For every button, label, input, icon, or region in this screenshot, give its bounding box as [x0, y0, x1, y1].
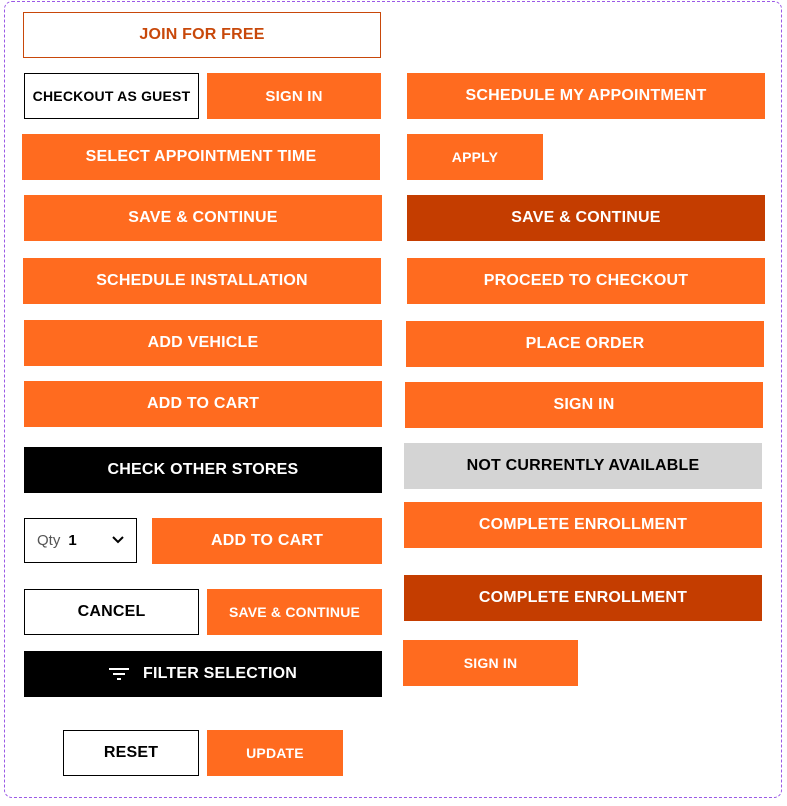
add-to-cart-qty-button[interactable]: ADD TO CART: [152, 518, 382, 564]
schedule-my-appointment-button[interactable]: SCHEDULE MY APPOINTMENT: [407, 73, 765, 119]
join-for-free-button[interactable]: JOIN FOR FREE: [23, 12, 381, 58]
proceed-to-checkout-button[interactable]: PROCEED TO CHECKOUT: [407, 258, 765, 304]
apply-button[interactable]: APPLY: [407, 134, 543, 180]
filter-selection-button[interactable]: [24, 651, 382, 697]
sign-in-small-button[interactable]: SIGN IN: [403, 640, 578, 686]
check-other-stores-button[interactable]: CHECK OTHER STORES: [24, 447, 382, 493]
qty-label: Qty: [37, 532, 61, 549]
save-continue-dark-button[interactable]: SAVE & CONTINUE: [407, 195, 765, 241]
save-continue-button[interactable]: SAVE & CONTINUE: [24, 195, 382, 241]
quantity-select[interactable]: [24, 518, 137, 563]
checkout-as-guest-button[interactable]: CHECKOUT AS GUEST: [24, 73, 199, 119]
filter-selection-label: FILTER SELECTION: [142, 665, 297, 682]
qty-value: 1: [68, 532, 77, 549]
add-vehicle-button[interactable]: ADD VEHICLE: [24, 320, 382, 366]
cancel-button[interactable]: CANCEL: [24, 589, 199, 635]
schedule-installation-button[interactable]: SCHEDULE INSTALLATION: [23, 258, 381, 304]
not-currently-available-button[interactable]: NOT CURRENTLY AVAILABLE: [404, 443, 762, 489]
select-appointment-time-button[interactable]: SELECT APPOINTMENT TIME: [22, 134, 380, 180]
complete-enrollment-dark-button[interactable]: COMPLETE ENROLLMENT: [404, 575, 762, 621]
complete-enrollment-button[interactable]: COMPLETE ENROLLMENT: [404, 502, 762, 548]
reset-button[interactable]: RESET: [63, 730, 199, 776]
sign-in-wide-button[interactable]: SIGN IN: [405, 382, 763, 428]
sign-in-button[interactable]: SIGN IN: [207, 73, 381, 119]
add-to-cart-button[interactable]: ADD TO CART: [24, 381, 382, 427]
filter-icon: [109, 667, 129, 681]
save-continue-small-button[interactable]: SAVE & CONTINUE: [207, 589, 382, 635]
chevron-down-icon: [110, 532, 126, 548]
place-order-button[interactable]: PLACE ORDER: [406, 321, 764, 367]
update-button[interactable]: UPDATE: [207, 730, 343, 776]
